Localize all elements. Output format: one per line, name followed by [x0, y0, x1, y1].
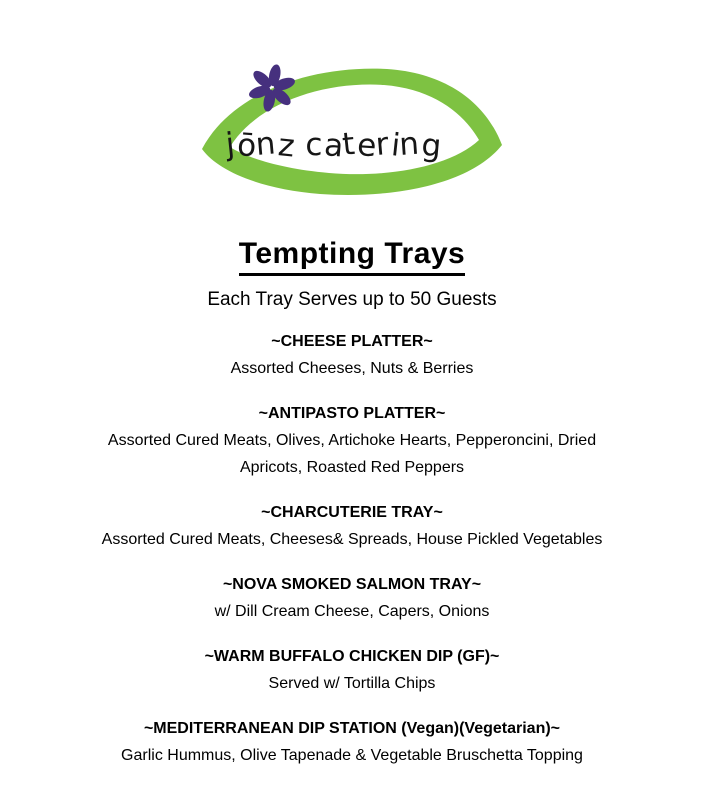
section-name: ~MEDITERRANEAN DIP STATION (Vegan)(Vegetarian)~: [143, 720, 561, 737]
logo: [202, 57, 502, 205]
section-description: Assorted Cured Meats, Cheeses& Spreads, House Pickled Vegetables: [101, 531, 603, 548]
section-name: ~CHARCUTERIE TRAY~: [261, 504, 443, 521]
menu-subtitle: Each Tray Serves up to 50 Guests: [207, 289, 497, 310]
section-name: ~CHEESE PLATTER~: [271, 333, 433, 350]
section-name: ~NOVA SMOKED SALMON TRAY~: [222, 576, 482, 593]
section-description: Served w/ Tortilla Chips: [268, 675, 436, 692]
menu-section: [0, 328, 704, 382]
menu-section: [0, 499, 704, 553]
section-description: Assorted Cheeses, Nuts & Berries: [230, 360, 474, 377]
section-description: Assorted Cured Meats, Olives, Artichoke Hearts, Pepperoncini, Dried Apricots, Roasted Red Peppers: [107, 432, 597, 476]
menu-section: [0, 400, 704, 481]
menu-section: [0, 571, 704, 625]
section-description: Garlic Hummus, Olive Tapenade & Vegetable Bruschetta Topping: [121, 747, 583, 764]
section-name: ~ANTIPASTO PLATTER~: [258, 405, 446, 422]
logo-text: jōnz catering: [224, 125, 444, 165]
menu-title-text: Tempting Trays: [239, 237, 466, 276]
menu-title: [0, 237, 704, 276]
menu-section: [0, 715, 704, 769]
menu-sections: [0, 328, 704, 769]
section-name: ~WARM BUFFALO CHICKEN DIP (GF)~: [204, 648, 500, 665]
section-description: w/ Dill Cream Cheese, Capers, Onions: [214, 603, 490, 620]
menu-section: [0, 643, 704, 697]
